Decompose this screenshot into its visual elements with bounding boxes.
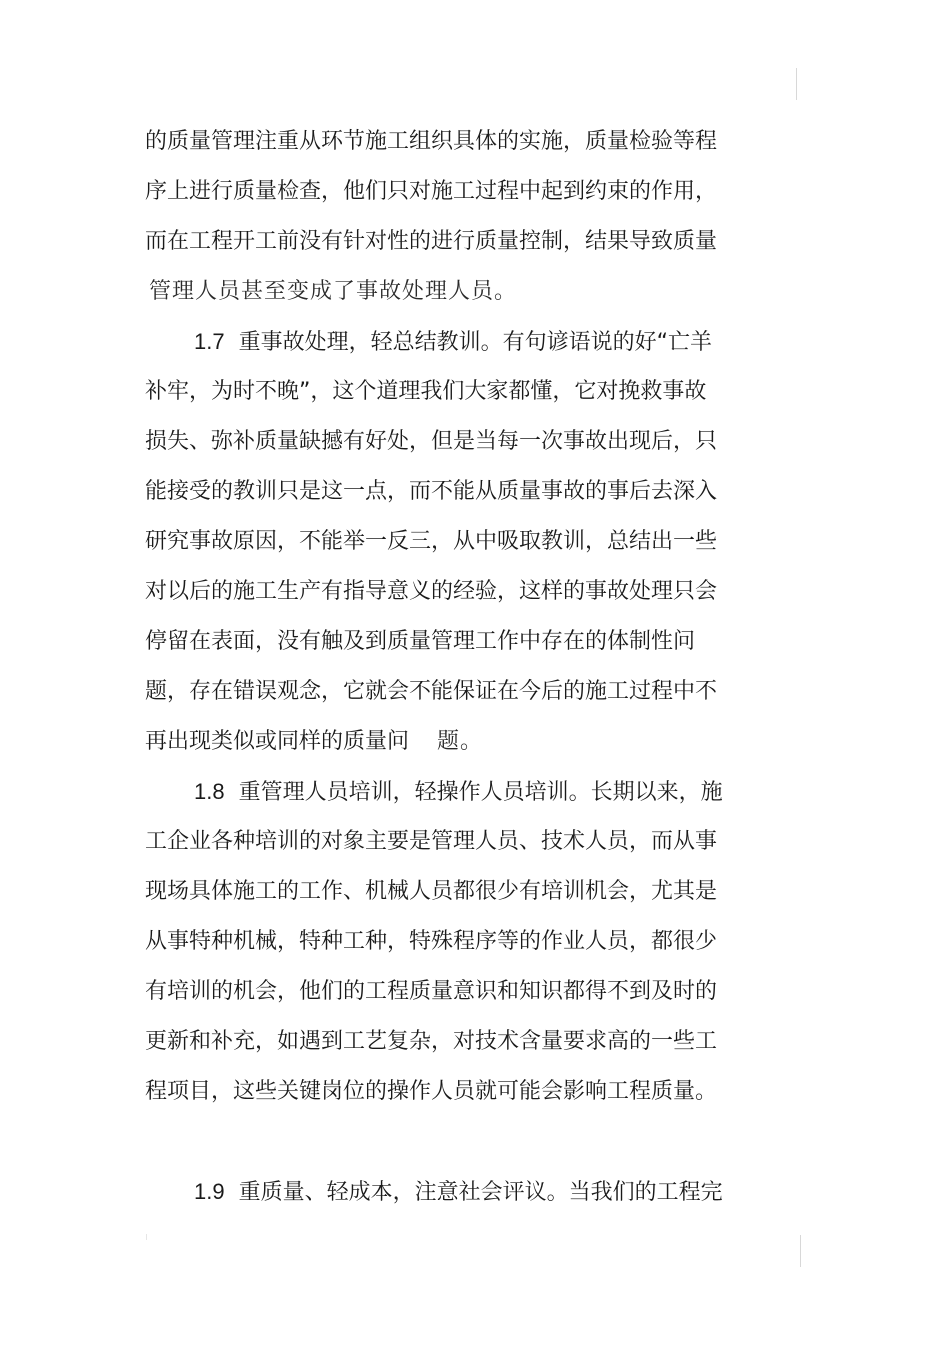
text-line: 损失、弥补质量缺撼有好处，但是当每一次事故出现后，只 [145,429,718,454]
text-line: 程项目，这些关键岗位的操作人员就可能会影响工程质量。 [145,1079,718,1104]
text-line: 管理人员甚至变成了事故处理人员。 [149,279,518,304]
text-line: 对以后的施工生产有指导意义的经验，这样的事故处理只会 [145,579,718,604]
text-fragment: 再出现类似或同样的质量问 [145,729,410,754]
text-fragment: 题。 [437,729,484,754]
section-heading-line [194,1179,723,1205]
page-corner-mark [146,1234,147,1240]
text-line: 停留在表面，没有触及到质量管理工作中存在的体制性问 [145,629,696,654]
section-heading-text: 重事故处理，轻总结教训。有句谚语说的好“亡羊 [238,330,712,355]
page-edge-mark [800,1235,801,1267]
text-line: 现场具体施工的工作、机械人员都很少有培训机会，尤其是 [145,879,718,904]
text-line: 更新和补充，如遇到工艺复杂，对技术含量要求高的一些工 [145,1029,718,1054]
text-line: 题，存在错误观念，它就会不能保证在今后的施工过程中不 [145,679,718,704]
section-heading-text: 重管理人员培训，轻操作人员培训。长期以来，施 [238,780,723,805]
section-heading-line [194,329,712,355]
section-heading-text: 重质量、轻成本，注意社会评议。当我们的工程完 [238,1180,723,1205]
text-line: 有培训的机会，他们的工程质量意识和知识都得不到及时的 [145,979,718,1004]
text-line: 工企业各种培训的对象主要是管理人员、技术人员，而从事 [145,829,718,854]
text-line: 能接受的教训只是这一点，而不能从质量事故的事后去深入 [145,479,718,504]
section-number: 1.9 [194,1179,225,1204]
section-number: 1.7 [194,329,225,354]
page-edge-mark [796,68,797,100]
text-line: 研究事故原因，不能举一反三，从中吸取教训，总结出一些 [145,529,718,554]
text-line: 的质量管理注重从环节施工组织具体的实施，质量检验等程 [145,129,718,154]
section-heading-line [194,779,723,805]
text-line: 补牢，为时不晚”，这个道理我们大家都懂，它对挽救事故 [145,379,707,404]
section-number: 1.8 [194,779,225,804]
text-line [145,729,483,755]
text-line: 而在工程开工前没有针对性的进行质量控制，结果导致质量 [145,229,718,254]
text-line: 从事特种机械，特种工种，特殊程序等的作业人员，都很少 [145,929,718,954]
text-line: 序上进行质量检查，他们只对施工过程中起到约束的作用， [145,179,718,204]
